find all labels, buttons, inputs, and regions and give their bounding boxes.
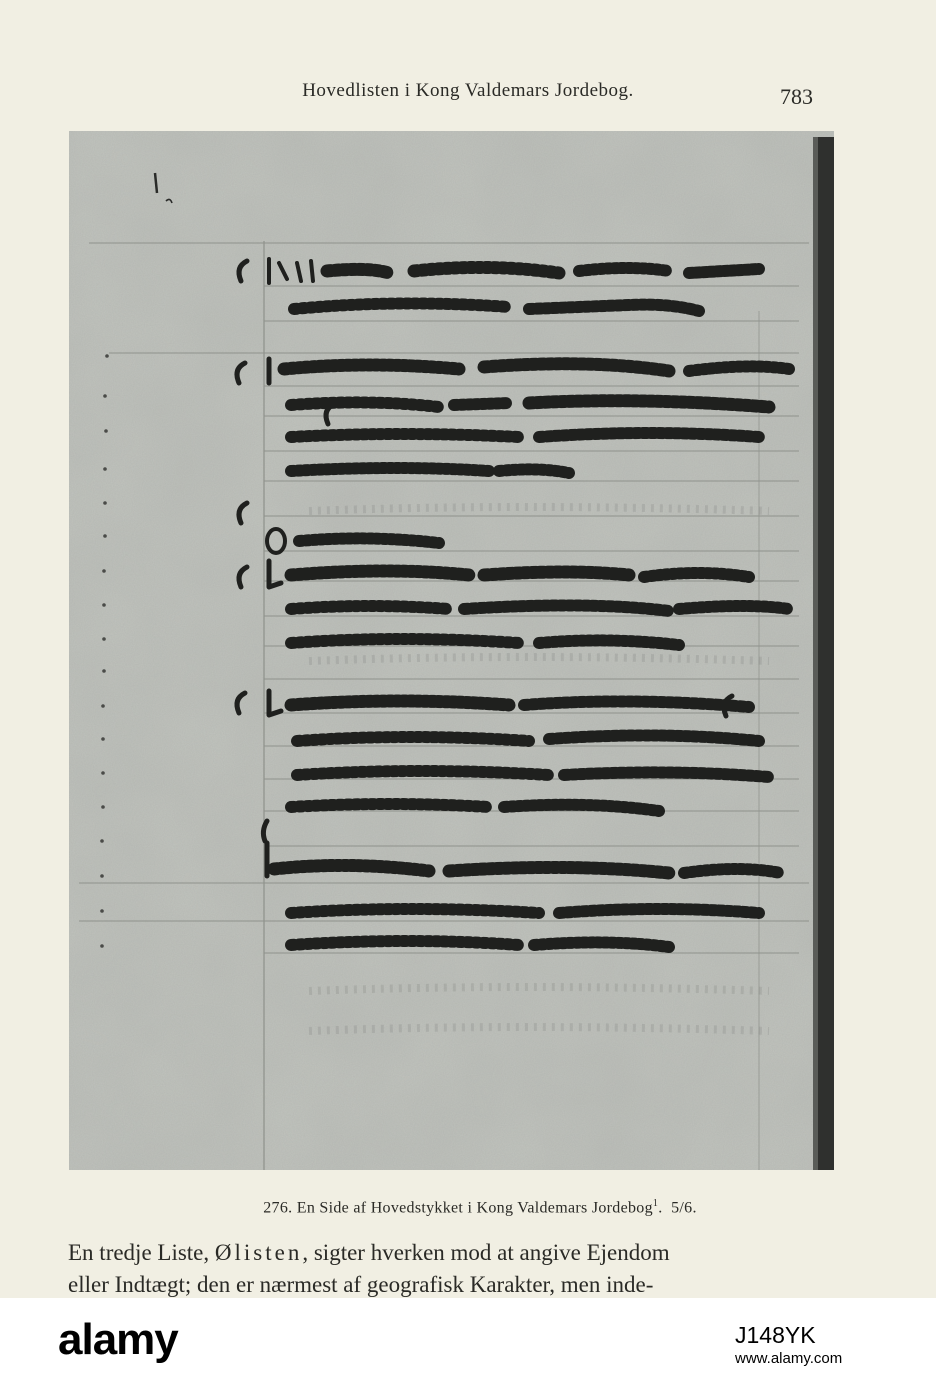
body-line-2: eller Indtægt; den er nærmest af geografisk Karakter, men inde-: [68, 1272, 654, 1297]
figure-caption: 276. En Side af Hovedstykket i Kong Valdemars Jordebog$^1$. 5/6.: [263, 1198, 697, 1217]
image-id: J148YK: [735, 1322, 816, 1348]
alamy-logo: alamy: [58, 1315, 178, 1364]
body-line-1: [68, 1237, 838, 1269]
spaced-term-olisten: Ølisten: [214, 1240, 303, 1265]
page-number: 783: [780, 84, 813, 109]
body-line-1-suffix: , sigter hverken mod at angive Ejendom: [302, 1240, 670, 1265]
caption-number: 276.: [263, 1199, 293, 1217]
running-header: Hovedlisten i Kong Valdemars Jordebog.: [302, 80, 634, 101]
manuscript-photo: [69, 131, 834, 1170]
caption-text: En Side af Hovedstykket i Kong Valdemars Jordebog: [296, 1199, 653, 1217]
caption-scale: 5/6.: [671, 1199, 697, 1217]
watermark-url: www.alamy.com: [735, 1350, 843, 1367]
caption-footnote-marker: 1: [652, 1198, 659, 1209]
body-text: [68, 1237, 838, 1301]
body-line-1-prefix: En tredje Liste,: [68, 1240, 215, 1265]
